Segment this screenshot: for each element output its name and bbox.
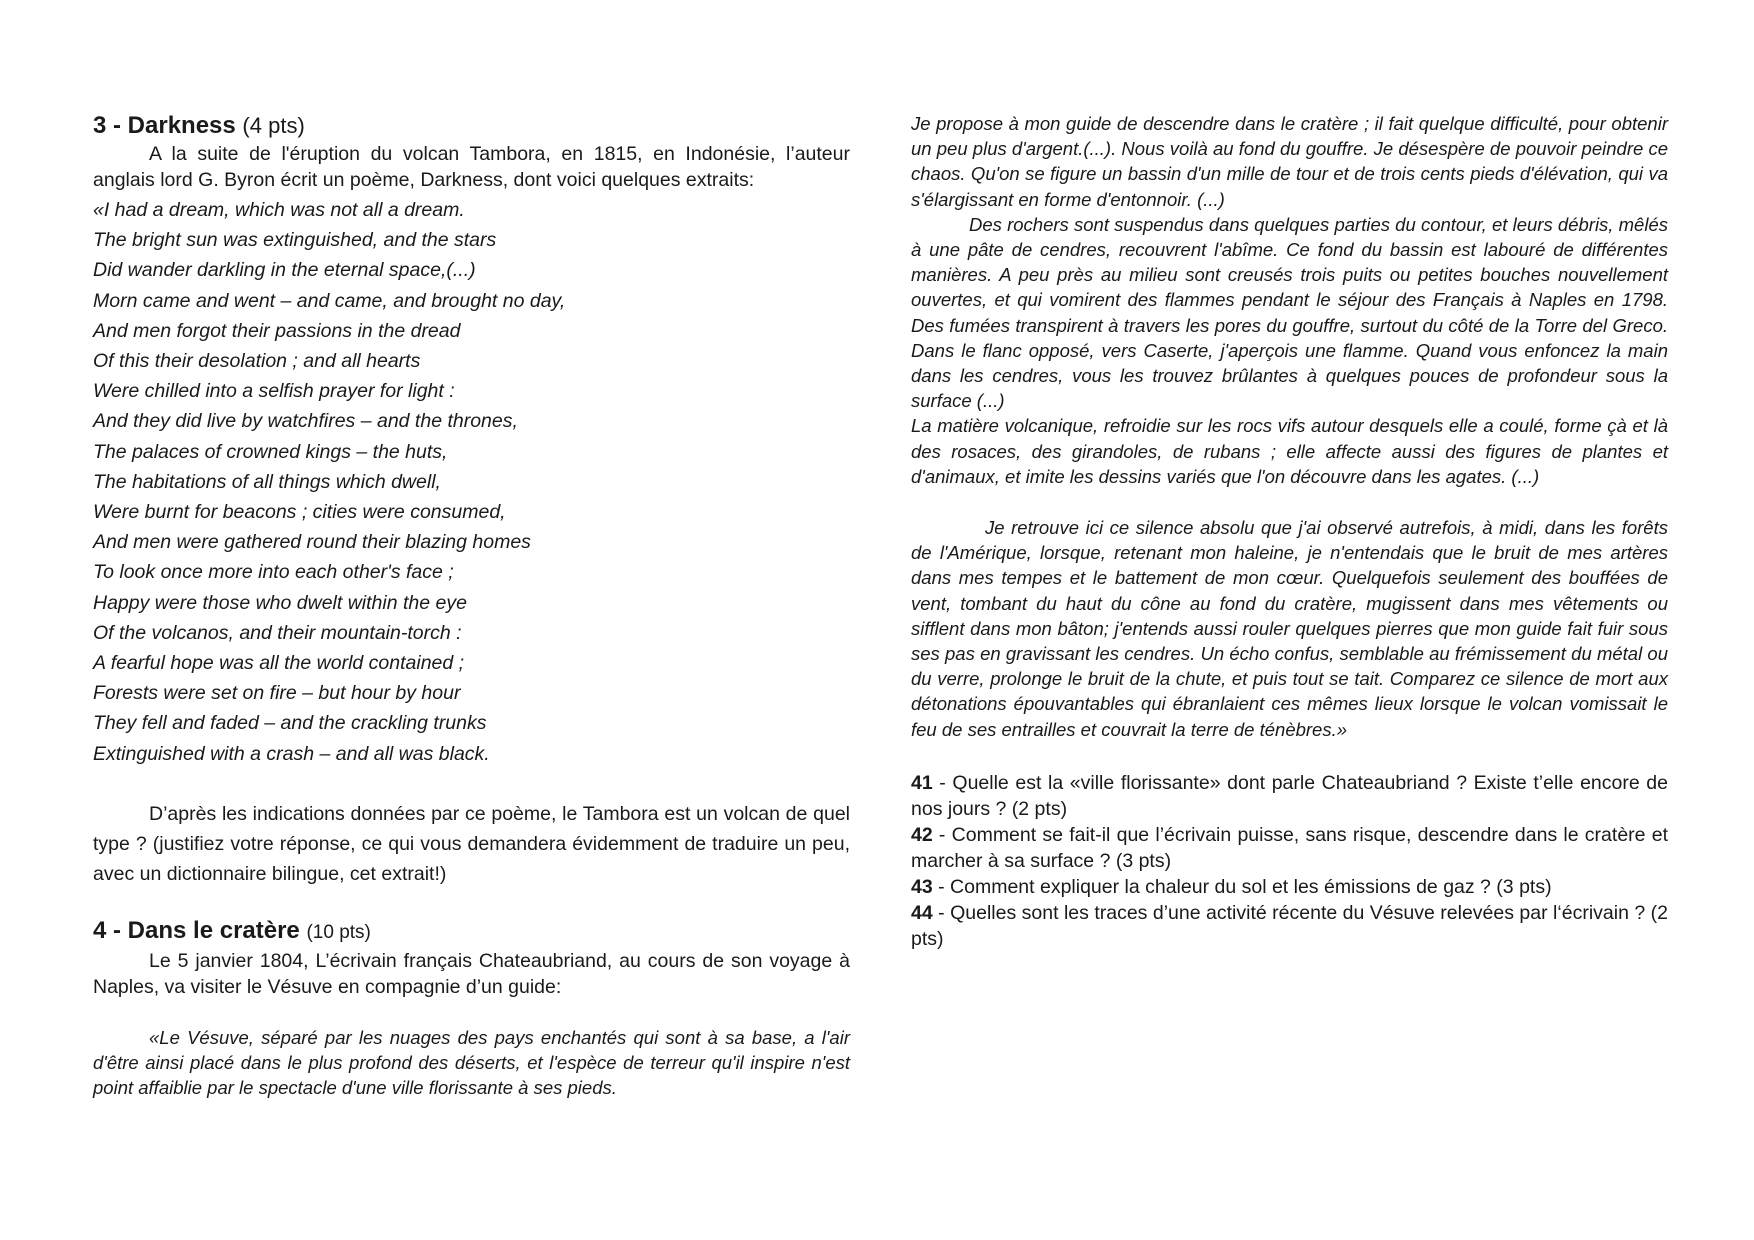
poem-line: A fearful hope was all the world contained ; (93, 652, 465, 675)
question-text: - Quelle est la «ville florissante» dont parle Chateaubriand ? Existe t’elle encore de nos jours ? (2 pts) (911, 771, 1668, 820)
question-number: 43 (911, 875, 933, 898)
poem-line: The habitations of all things which dwell, (93, 470, 441, 493)
poem-line: The bright sun was extinguished, and the stars (93, 229, 497, 252)
left-column (93, 111, 850, 1100)
poem-line: Happy were those who dwelt within the eye (93, 591, 467, 614)
poem-line: The palaces of crowned kings – the huts, (93, 440, 448, 463)
question-text: - Comment expliquer la chaleur du sol et les émissions de gaz ? (3 pts) (932, 875, 1552, 898)
section-3-title (93, 111, 850, 141)
poem-line: And men forgot their passions in the dread (93, 319, 461, 342)
poem (93, 195, 850, 769)
chateaubriand-quote-paragraph: Je retrouve ici ce silence absolu que j'ai observé autrefois, à midi, dans les forêts de l'Amérique, lorsque, retenant mon haleine, je n'entendais que le bruit de mes artères dans mes tempes et le battement de mon cœur. Quelquefois seulement des bouffées de vent, tombant du haut du cône au fond du cratère, mugissent dans mes vêtements ou sifflent dans mon bâton; j'entends aussi rouler quelques pierres que mon guide fait fuir sous ses pas en gravissant les cendres. Un écho confus, semblable au frémissement du métal ou du verre, prolonge le bruit de la chute, et puis tout se tait. Comparez ce silence de mort aux détonations épouvantables qui ébranlaient ces mêmes lieux lorsque le volcan vomissait le feu de ses entrailles et couvrait la terre de ténèbres.» (911, 517, 1668, 740)
question-number: 42 (911, 823, 933, 846)
poem-line: To look once more into each other's face ; (93, 561, 454, 584)
poem-line: Were burnt for beacons ; cities were consumed, (93, 501, 506, 524)
question-text: - Comment se fait-il que l’écrivain puisse, sans risque, descendre dans le cratère et marcher à sa surface ? (3 pts) (911, 823, 1668, 872)
poem-line: Of this their desolation ; and all hearts (93, 350, 421, 373)
section-4-title (93, 916, 850, 948)
chateaubriand-quote-paragraph: Des rochers sont suspendus dans quelques parties du contour, et leurs débris, mêlés à une pâte de cendres, recouvrent l'abîme. Ce fond du bassin est labouré de différentes manières. A peu près au milieu sont creusés trois puits ou petites bouches nouvellement ouvertes, et qui vomirent des flammes pendant le séjour des Français à Naples en 1798. Des fumées transpirent à travers les pores du gouffre, surtout du côté de la Torre del Greco. Dans le flanc opposé, vers Caserte, j'aperçois une flamme. Quand vous enfoncez la main dans les cendres, vous les trouvez brûlantes à quelques pouces de profondeur sous la surface (...) (911, 213, 1668, 412)
poem-line: And they did live by watchfires – and the thrones, (93, 410, 518, 433)
chateaubriand-quote-paragraph: Je propose à mon guide de descendre dans le cratère ; il fait quelque difficulté, pour obtenir un peu plus d'argent.(...). Nous voilà au fond du gouffre. Je désespère de pouvoir peindre ce chaos. Qu'on se figure un bassin d'un mille de tour et de trois cents pieds d'élévation, qui va s'élargissant en forme d'entonnoir. (...) (911, 113, 1668, 210)
poem-line: «I had a dream, which was not all a dream. (93, 199, 465, 221)
poem-line: Did wander darkling in the eternal space,(...) (93, 259, 476, 282)
poem-line: Forests were set on fire – but hour by hour (93, 682, 461, 705)
section-3-question: D’après les indications données par ce poème, le Tambora est un volcan de quel type ? (justifiez votre réponse, ce qui vous demandera évidemment de traduire un peu, avec un dictionnaire bilingue, cet extrait!) (93, 802, 850, 885)
question-number: 41 (911, 771, 933, 794)
question-43 (911, 874, 1668, 900)
question-42 (911, 822, 1668, 874)
question-44 (911, 900, 1668, 952)
poem-line: And men were gathered round their blazing homes (93, 531, 531, 554)
chateaubriand-quote-start: «Le Vésuve, séparé par les nuages des pays enchantés qui sont à sa base, a l'air d'être ainsi placé dans le plus profond des déserts, et l'espèce de terreur qu'il inspire n'est point affaiblie par le spectacle d'une ville florissante à ses pieds. (93, 1026, 850, 1099)
poem-line: Of the volcanos, and their mountain-torch : (93, 621, 462, 644)
question-list (911, 770, 1668, 952)
question-41 (911, 770, 1668, 822)
question-text: - Quelles sont les traces d’une activité récente du Vésuve relevées par l‘écrivain ? (2 pts) (911, 901, 1668, 950)
poem-line: Morn came and went – and came, and brought no day, (93, 289, 566, 312)
section-4-intro: Le 5 janvier 1804, L’écrivain français Chateaubriand, au cours de son voyage à Naples, va visiter le Vésuve en compagnie d’un guide: (93, 949, 850, 998)
poem-line: They fell and faded – and the crackling trunks (93, 712, 487, 735)
section-4-heading: 4 - Dans le cratère (93, 916, 300, 944)
poem-line: Were chilled into a selfish prayer for light : (93, 380, 455, 403)
poem-line: Extinguished with a crash – and all was black. (93, 742, 490, 765)
chateaubriand-quote-paragraph: La matière volcanique, refroidie sur les rocs vifs autour desquels elle a coulé, forme çà et là des rosaces, des girandoles, de rubans ; elle affecte aussi des figures de plantes et d'animaux, et imite les dessins variés que l'on découvre dans les agates. (...) (911, 415, 1668, 487)
question-number: 44 (911, 901, 933, 924)
section-3-heading: 3 - Darkness (93, 112, 236, 139)
section-4-points: (10 pts) (306, 921, 371, 943)
section-3-points: (4 pts) (242, 113, 305, 138)
right-column (911, 111, 1668, 952)
section-3-intro: A la suite de l'éruption du volcan Tambora, en 1815, en Indonésie, l’auteur anglais lord G. Byron écrit un poème, Darkness, dont voici quelques extraits: (93, 143, 850, 191)
